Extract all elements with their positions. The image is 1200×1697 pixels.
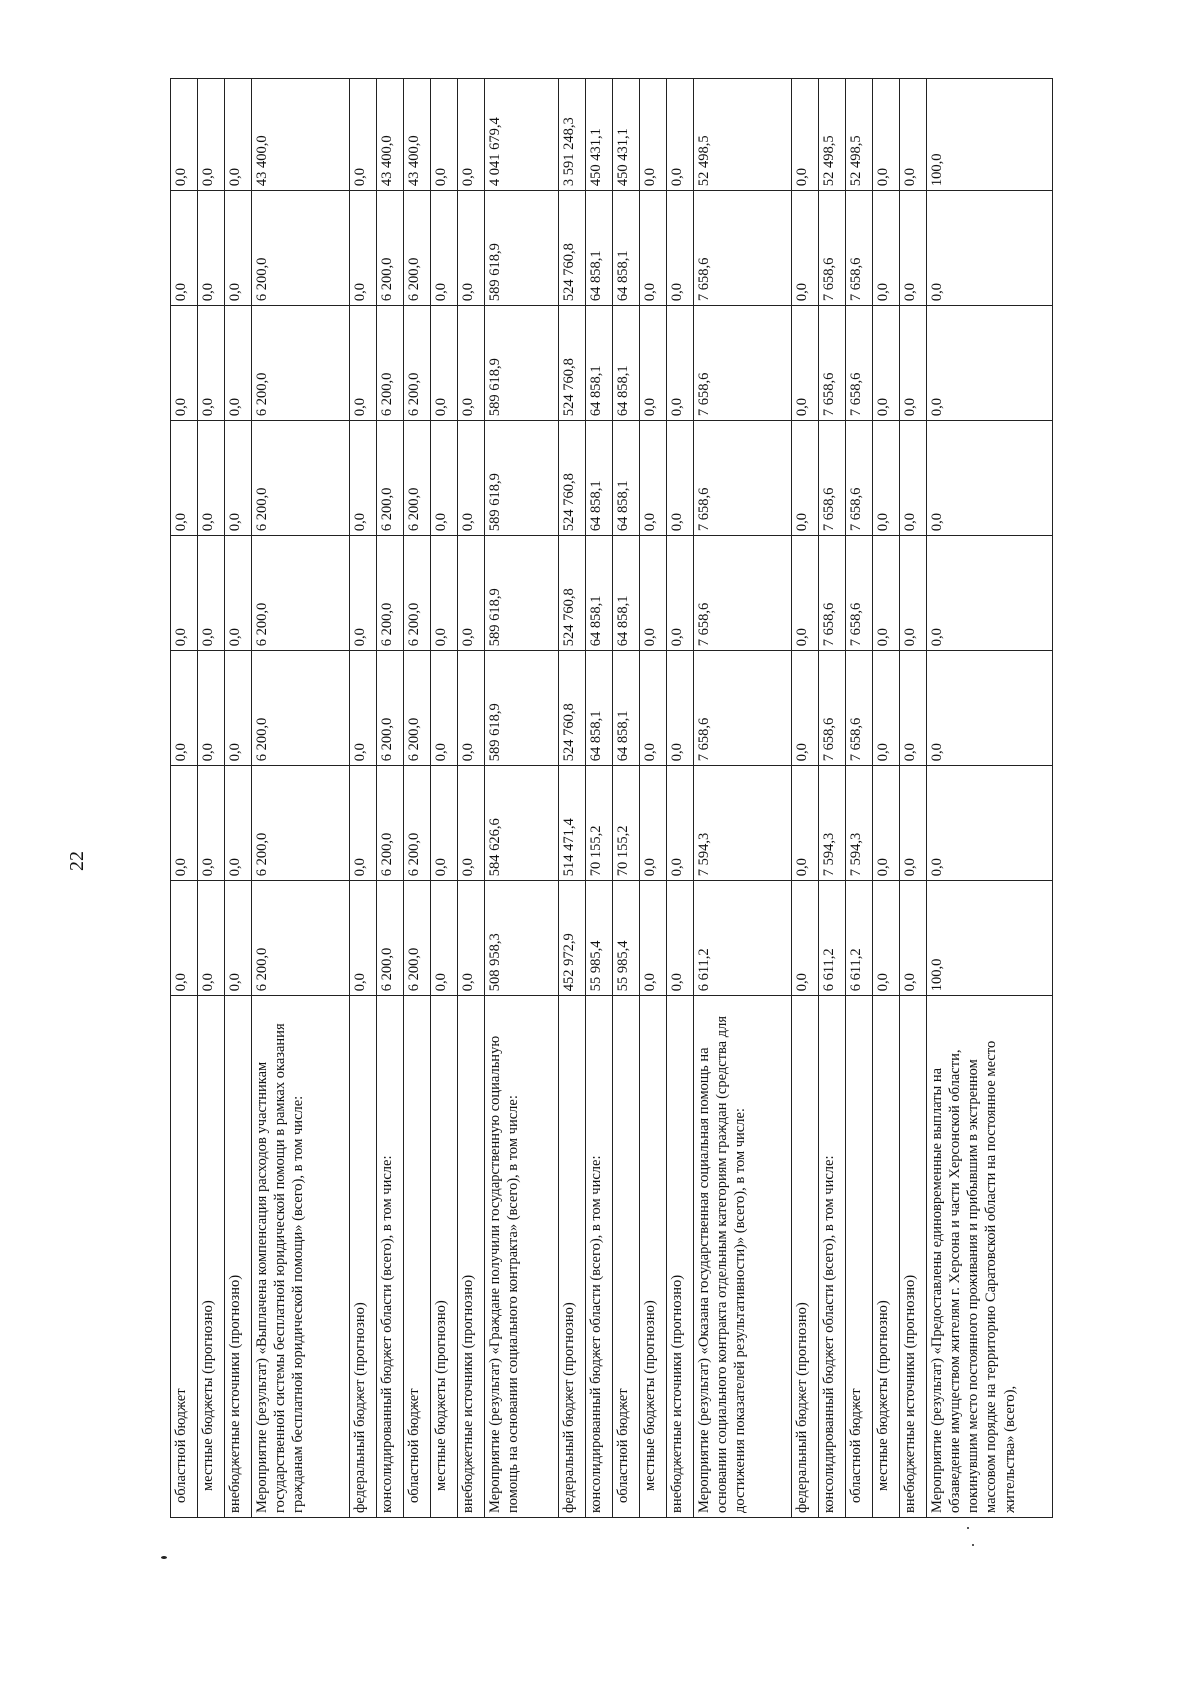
value-cell: 43 400,0 (377, 79, 404, 191)
table-row (252, 79, 350, 1518)
value-cell: 0,0 (350, 766, 377, 881)
value-cell: 0,0 (198, 421, 225, 536)
value-cell: 0,0 (667, 421, 694, 536)
value-cell: 6 200,0 (252, 881, 350, 996)
value-cell: 52 498,5 (694, 79, 792, 191)
value-cell: 0,0 (640, 79, 667, 191)
value-cell: 55 985,4 (613, 881, 640, 996)
value-cell: 0,0 (198, 306, 225, 421)
value-cell: 0,0 (792, 881, 819, 996)
value-cell: 0,0 (431, 306, 458, 421)
value-cell: 7 658,6 (819, 536, 846, 651)
value-cell: 0,0 (171, 421, 198, 536)
value-cell: 0,0 (225, 306, 252, 421)
scan-speck (972, 1544, 974, 1546)
value-cell: 0,0 (171, 766, 198, 881)
row-label: внебюджетные источники (прогнозно) (900, 996, 927, 1518)
value-cell: 0,0 (198, 536, 225, 651)
value-cell: 0,0 (640, 306, 667, 421)
value-cell: 450 431,1 (586, 79, 613, 191)
row-label: областной бюджет (171, 996, 198, 1518)
value-cell: 524 760,8 (559, 191, 586, 306)
value-cell: 64 858,1 (613, 536, 640, 651)
value-cell: 0,0 (198, 651, 225, 766)
value-cell: 7 658,6 (846, 421, 873, 536)
value-cell: 0,0 (873, 881, 900, 996)
value-cell: 0,0 (792, 421, 819, 536)
value-cell: 0,0 (667, 79, 694, 191)
value-cell: 7 658,6 (694, 191, 792, 306)
table-row (225, 79, 252, 1518)
value-cell: 0,0 (431, 79, 458, 191)
value-cell: 6 200,0 (377, 766, 404, 881)
value-cell: 0,0 (171, 306, 198, 421)
value-cell: 0,0 (792, 306, 819, 421)
value-cell: 0,0 (927, 306, 1053, 421)
value-cell: 6 200,0 (404, 421, 431, 536)
row-label: местные бюджеты (прогнозно) (873, 996, 900, 1518)
value-cell: 43 400,0 (252, 79, 350, 191)
value-cell: 0,0 (927, 421, 1053, 536)
value-cell: 3 591 248,3 (559, 79, 586, 191)
value-cell: 6 200,0 (404, 306, 431, 421)
table-row (927, 79, 1053, 1518)
table-row (792, 79, 819, 1518)
value-cell: 6 200,0 (252, 536, 350, 651)
row-label: местные бюджеты (прогнозно) (640, 996, 667, 1518)
budget-table (170, 78, 1053, 1518)
value-cell: 584 626,6 (485, 766, 559, 881)
value-cell: 0,0 (225, 766, 252, 881)
value-cell: 64 858,1 (613, 191, 640, 306)
value-cell: 450 431,1 (613, 79, 640, 191)
value-cell: 0,0 (792, 651, 819, 766)
table-row (873, 79, 900, 1518)
value-cell: 0,0 (458, 306, 485, 421)
table-row (171, 79, 198, 1518)
row-label: федеральный бюджет (прогнозно) (559, 996, 586, 1518)
value-cell: 452 972,9 (559, 881, 586, 996)
table-row (819, 79, 846, 1518)
value-cell: 43 400,0 (404, 79, 431, 191)
value-cell: 0,0 (431, 421, 458, 536)
value-cell: 0,0 (873, 306, 900, 421)
value-cell: 524 760,8 (559, 536, 586, 651)
value-cell: 64 858,1 (586, 651, 613, 766)
value-cell: 0,0 (900, 651, 927, 766)
value-cell: 0,0 (873, 421, 900, 536)
value-cell: 55 985,4 (586, 881, 613, 996)
value-cell: 0,0 (225, 421, 252, 536)
value-cell: 6 200,0 (377, 881, 404, 996)
table-row (431, 79, 458, 1518)
row-label: областной бюджет (846, 996, 873, 1518)
value-cell: 6 200,0 (404, 881, 431, 996)
value-cell: 0,0 (350, 306, 377, 421)
value-cell: 0,0 (225, 191, 252, 306)
value-cell: 514 471,4 (559, 766, 586, 881)
table-row (198, 79, 225, 1518)
value-cell: 0,0 (667, 306, 694, 421)
value-cell: 7 594,3 (846, 766, 873, 881)
value-cell: 64 858,1 (613, 651, 640, 766)
value-cell: 7 658,6 (694, 536, 792, 651)
value-cell: 7 658,6 (819, 421, 846, 536)
table-row (559, 79, 586, 1518)
row-label: федеральный бюджет (прогнозно) (792, 996, 819, 1518)
value-cell: 52 498,5 (819, 79, 846, 191)
value-cell: 0,0 (873, 536, 900, 651)
value-cell: 0,0 (900, 421, 927, 536)
value-cell: 6 200,0 (252, 766, 350, 881)
value-cell: 0,0 (458, 766, 485, 881)
value-cell: 0,0 (792, 79, 819, 191)
value-cell: 7 594,3 (694, 766, 792, 881)
value-cell: 64 858,1 (613, 306, 640, 421)
value-cell: 524 760,8 (559, 306, 586, 421)
value-cell: 0,0 (640, 651, 667, 766)
value-cell: 0,0 (350, 651, 377, 766)
value-cell: 64 858,1 (613, 421, 640, 536)
value-cell: 64 858,1 (586, 421, 613, 536)
value-cell: 6 200,0 (404, 536, 431, 651)
value-cell: 0,0 (900, 306, 927, 421)
value-cell: 7 594,3 (819, 766, 846, 881)
row-label: местные бюджеты (прогнозно) (198, 996, 225, 1518)
value-cell: 0,0 (171, 651, 198, 766)
value-cell: 0,0 (431, 191, 458, 306)
value-cell: 589 618,9 (485, 651, 559, 766)
value-cell: 0,0 (900, 536, 927, 651)
value-cell: 0,0 (640, 191, 667, 306)
value-cell: 0,0 (900, 766, 927, 881)
value-cell: 0,0 (900, 191, 927, 306)
value-cell: 6 611,2 (694, 881, 792, 996)
table-row (667, 79, 694, 1518)
value-cell: 0,0 (171, 536, 198, 651)
value-cell: 0,0 (873, 79, 900, 191)
value-cell: 589 618,9 (485, 421, 559, 536)
table-row (485, 79, 559, 1518)
value-cell: 0,0 (431, 766, 458, 881)
value-cell: 0,0 (350, 79, 377, 191)
value-cell: 0,0 (792, 766, 819, 881)
value-cell: 6 611,2 (846, 881, 873, 996)
value-cell: 0,0 (458, 191, 485, 306)
table-row (458, 79, 485, 1518)
value-cell: 6 200,0 (377, 536, 404, 651)
value-cell: 0,0 (431, 536, 458, 651)
value-cell: 0,0 (873, 766, 900, 881)
value-cell: 0,0 (225, 79, 252, 191)
row-label: консолидированный бюджет области (всего), в том числе: (586, 996, 613, 1518)
table-row (640, 79, 667, 1518)
value-cell: 7 658,6 (694, 421, 792, 536)
value-cell: 64 858,1 (586, 191, 613, 306)
value-cell: 0,0 (640, 881, 667, 996)
value-cell: 589 618,9 (485, 191, 559, 306)
row-label: внебюджетные источники (прогнозно) (458, 996, 485, 1518)
value-cell: 6 200,0 (404, 191, 431, 306)
value-cell: 7 658,6 (846, 191, 873, 306)
scan-speck (967, 1527, 969, 1529)
value-cell: 0,0 (640, 536, 667, 651)
value-cell: 0,0 (198, 79, 225, 191)
row-label: Мероприятие (результат) «Выплачена компенсация расходов участникам государственной системы бесплатной юридической помощи в рамках оказания гражданам бесплатной юридической помощи» (всего), в том числе: (252, 996, 350, 1518)
table-row (613, 79, 640, 1518)
row-label: Мероприятие (результат) «Граждане получили государственную социальную помощь на основании социального контракта» (всего), в том числе: (485, 996, 559, 1518)
value-cell: 52 498,5 (846, 79, 873, 191)
value-cell: 0,0 (927, 536, 1053, 651)
value-cell: 0,0 (667, 191, 694, 306)
value-cell: 0,0 (792, 536, 819, 651)
value-cell: 6 200,0 (377, 651, 404, 766)
value-cell: 0,0 (873, 191, 900, 306)
value-cell: 0,0 (225, 536, 252, 651)
value-cell: 0,0 (927, 191, 1053, 306)
value-cell: 7 658,6 (694, 306, 792, 421)
value-cell: 6 200,0 (252, 651, 350, 766)
value-cell: 0,0 (458, 421, 485, 536)
value-cell: 0,0 (198, 191, 225, 306)
row-label: консолидированный бюджет области (всего), в том числе: (377, 996, 404, 1518)
value-cell: 0,0 (792, 191, 819, 306)
value-cell: 7 658,6 (846, 536, 873, 651)
value-cell: 0,0 (350, 536, 377, 651)
value-cell: 0,0 (900, 79, 927, 191)
value-cell: 508 958,3 (485, 881, 559, 996)
value-cell: 0,0 (198, 881, 225, 996)
value-cell: 0,0 (350, 421, 377, 536)
value-cell: 0,0 (198, 766, 225, 881)
table-row (586, 79, 613, 1518)
value-cell: 6 200,0 (377, 191, 404, 306)
value-cell: 7 658,6 (819, 651, 846, 766)
value-cell: 0,0 (667, 766, 694, 881)
value-cell: 0,0 (225, 881, 252, 996)
budget-table-body (171, 79, 1053, 1518)
value-cell: 0,0 (431, 651, 458, 766)
value-cell: 100,0 (927, 881, 1053, 996)
value-cell: 64 858,1 (586, 306, 613, 421)
value-cell: 0,0 (667, 536, 694, 651)
table-row (404, 79, 431, 1518)
row-label: Мероприятие (результат) «Оказана государственная социальная помощь на основании социального контракта отдельным категориям граждан (средства для достижения показателей результативности)» (всего), в том числе: (694, 996, 792, 1518)
value-cell: 0,0 (900, 881, 927, 996)
value-cell: 0,0 (640, 766, 667, 881)
value-cell: 0,0 (171, 191, 198, 306)
value-cell: 0,0 (667, 881, 694, 996)
value-cell: 589 618,9 (485, 536, 559, 651)
value-cell: 0,0 (350, 881, 377, 996)
value-cell: 0,0 (171, 79, 198, 191)
row-label: федеральный бюджет (прогнозно) (350, 996, 377, 1518)
value-cell: 4 041 679,4 (485, 79, 559, 191)
value-cell: 6 611,2 (819, 881, 846, 996)
value-cell: 6 200,0 (404, 651, 431, 766)
row-label: местные бюджеты (прогнозно) (431, 996, 458, 1518)
value-cell: 0,0 (667, 651, 694, 766)
value-cell: 0,0 (927, 766, 1053, 881)
value-cell: 64 858,1 (586, 536, 613, 651)
value-cell: 70 155,2 (613, 766, 640, 881)
row-label: областной бюджет (613, 996, 640, 1518)
value-cell: 7 658,6 (846, 306, 873, 421)
row-label: внебюджетные источники (прогнозно) (667, 996, 694, 1518)
value-cell: 0,0 (225, 651, 252, 766)
value-cell: 0,0 (431, 881, 458, 996)
value-cell: 7 658,6 (694, 651, 792, 766)
rotated-budget-table-container (170, 78, 1080, 1518)
value-cell: 7 658,6 (819, 191, 846, 306)
value-cell: 6 200,0 (377, 306, 404, 421)
table-row (694, 79, 792, 1518)
row-label: Мероприятие (результат) «Предоставлены единовременные выплаты на обзаведение имуществом жителям г. Херсона и части Херсонской области, покинувшим место постоянного проживания и прибывшим в экстренном массовом порядке на территорию Саратовской области на постоянное место жительства» (всего), (927, 996, 1053, 1518)
value-cell: 524 760,8 (559, 421, 586, 536)
value-cell: 6 200,0 (377, 421, 404, 536)
table-row (900, 79, 927, 1518)
value-cell: 0,0 (458, 651, 485, 766)
value-cell: 0,0 (171, 881, 198, 996)
row-label: внебюджетные источники (прогнозно) (225, 996, 252, 1518)
value-cell: 6 200,0 (252, 306, 350, 421)
scan-speck (161, 1556, 167, 1559)
value-cell: 7 658,6 (846, 651, 873, 766)
value-cell: 7 658,6 (819, 306, 846, 421)
table-row (350, 79, 377, 1518)
value-cell: 589 618,9 (485, 306, 559, 421)
row-label: консолидированный бюджет области (всего), в том числе: (819, 996, 846, 1518)
page-number: 22 (66, 851, 88, 871)
value-cell: 6 200,0 (252, 421, 350, 536)
value-cell: 0,0 (458, 536, 485, 651)
value-cell: 6 200,0 (404, 766, 431, 881)
value-cell: 6 200,0 (252, 191, 350, 306)
value-cell: 0,0 (458, 79, 485, 191)
value-cell: 0,0 (458, 881, 485, 996)
value-cell: 0,0 (873, 651, 900, 766)
value-cell: 0,0 (640, 421, 667, 536)
value-cell: 100,0 (927, 79, 1053, 191)
value-cell: 0,0 (927, 651, 1053, 766)
table-row (846, 79, 873, 1518)
value-cell: 70 155,2 (586, 766, 613, 881)
row-label: областной бюджет (404, 996, 431, 1518)
value-cell: 524 760,8 (559, 651, 586, 766)
table-row (377, 79, 404, 1518)
value-cell: 0,0 (350, 191, 377, 306)
